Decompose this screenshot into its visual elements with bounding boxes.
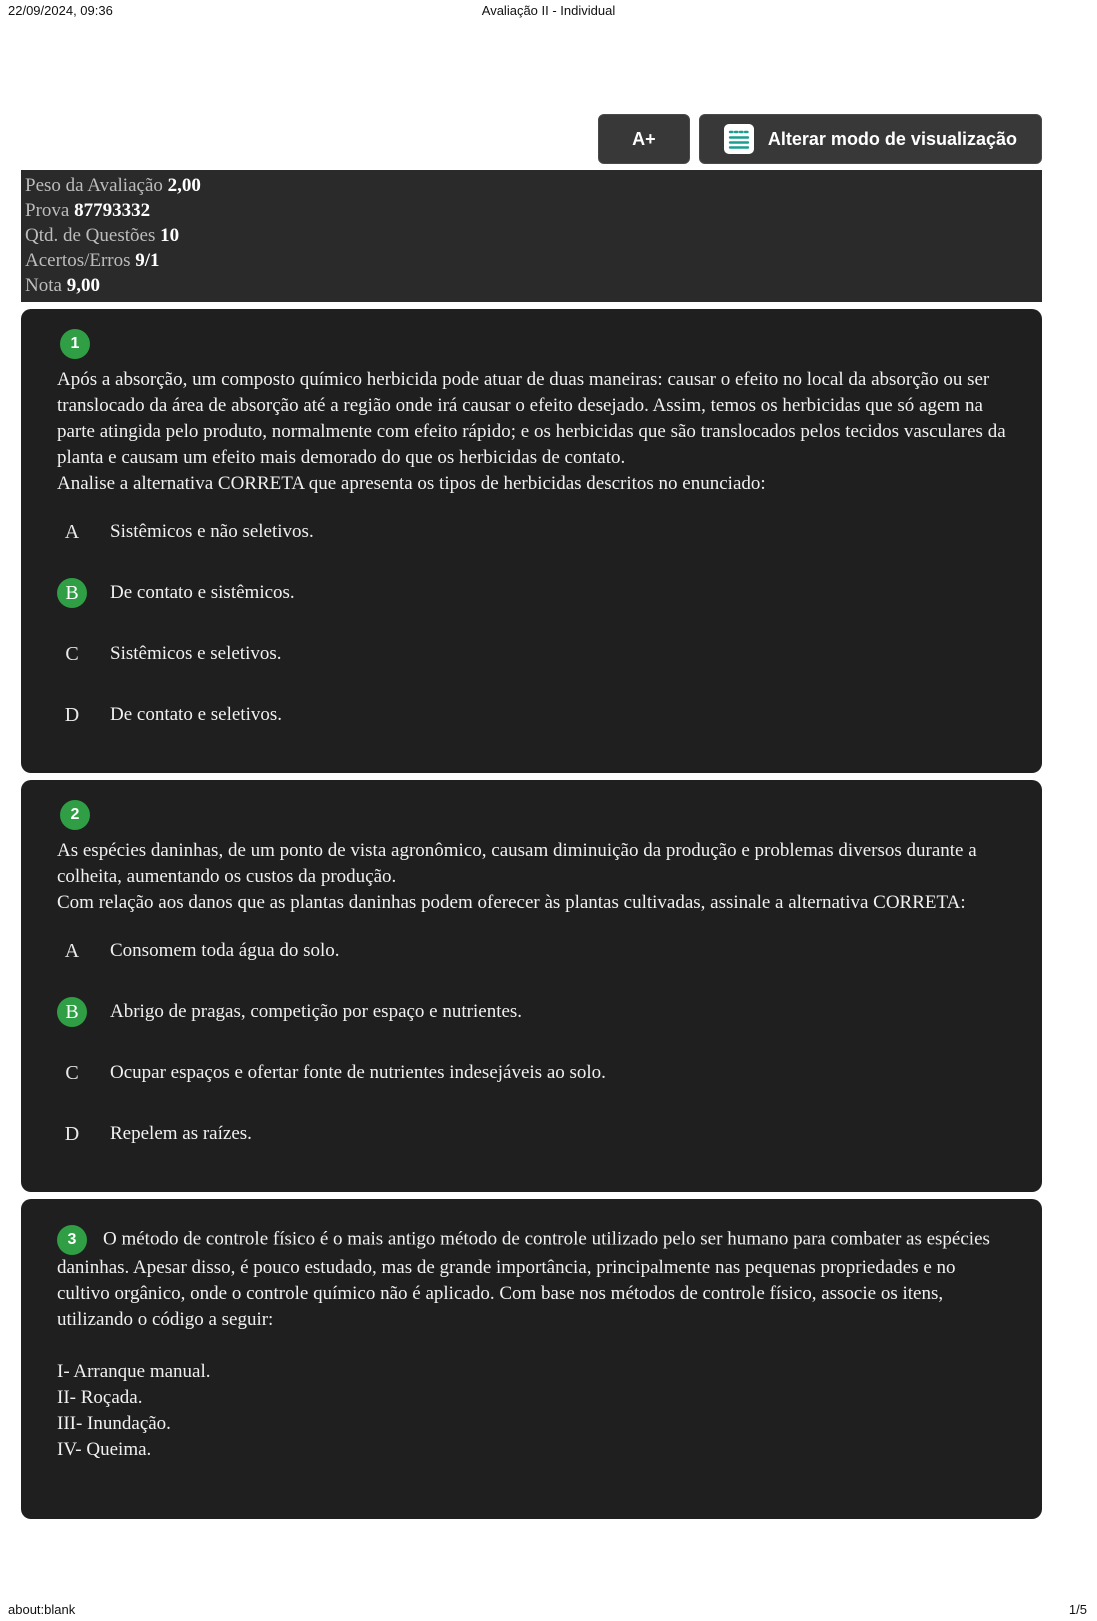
summary-row-nota [25,273,1032,298]
question-card-1 [21,309,1042,773]
option-text: Sistêmicos e não seletivos. [110,521,314,542]
option-text: Sistêmicos e seletivos. [110,643,282,664]
question-number-badge: 1 [60,329,90,359]
print-footer-url: about:blank [8,1602,76,1617]
question-card-3 [21,1199,1042,1519]
print-footer [0,1601,1097,1619]
quiz-content [21,170,1042,1519]
option-text: Repelem as raízes. [110,1123,252,1144]
toolbar [598,114,1042,164]
summary-label: Acertos/Erros [25,250,131,271]
summary-label: Nota [25,275,62,296]
option-text: Abrigo de pragas, competição por espaço e nutrientes. [110,1001,523,1022]
assessment-summary-panel [21,170,1042,302]
summary-row-qtd-questoes [25,223,1032,248]
summary-row-prova [25,198,1032,223]
option-text: Consomem toda água do solo. [110,940,340,961]
summary-value: 87793332 [74,200,151,221]
question-prompt: Com relação aos danos que as plantas daninhas podem oferecer às plantas cultivadas, assinale a alternativa CORRETA: [57,892,966,913]
print-header [0,0,1097,20]
option-letter-badge[interactable]: D [64,703,80,726]
summary-label: Qtd. de Questões [25,225,156,246]
option-row-a[interactable] [57,517,1012,547]
option-row-b[interactable] [57,578,1012,608]
option-letter-badge[interactable]: B [57,997,87,1027]
option-letter-badge[interactable]: B [57,578,87,608]
font-increase-button[interactable]: A+ [598,114,690,164]
view-mode-button[interactable] [699,114,1042,164]
option-row-d[interactable] [57,1119,1012,1149]
option-letter-badge[interactable]: A [64,520,80,543]
options-list [57,517,1012,730]
question-number-badge: 2 [60,800,90,830]
print-footer-page-number: 1/5 [1068,1602,1087,1617]
summary-value: 10 [160,225,180,246]
question-text [57,1225,1012,1333]
option-row-c[interactable] [57,1058,1012,1088]
view-mode-label: Alterar modo de visualização [767,128,1017,149]
question-text-body: O método de controle físico é o mais antigo método de controle utilizado pelo ser humano para combater as espécies daninhas. Apesar disso, é pouco estudado, mas de grande importância, principalmente nas pequenas propriedades e no cultivo orgânico, onde o controle químico não é aplicado. Com base nos métodos de controle físico, associe os itens, utilizando o código a seguir: [57,1228,990,1330]
summary-label: Peso da Avaliação [25,175,163,196]
option-row-d[interactable] [57,700,1012,730]
option-letter-badge[interactable]: A [64,939,80,962]
summary-row-peso [25,173,1032,198]
option-text: De contato e sistêmicos. [110,582,295,603]
match-item-4: IV- Queima. [57,1439,152,1460]
summary-value: 9/1 [135,250,160,271]
match-items-list [57,1359,1012,1463]
print-datetime: 22/09/2024, 09:36 [8,3,113,18]
match-item-1: I- Arranque manual. [57,1361,211,1382]
page-title: Avaliação II - Individual [481,3,616,18]
option-row-b[interactable] [57,997,1012,1027]
question-card-2 [21,780,1042,1192]
summary-value: 9,00 [66,275,100,296]
question-prompt: Analise a alternativa CORRETA que apresenta os tipos de herbicidas descritos no enunciado: [57,473,766,494]
question-text: Após a absorção, um composto químico herbicida pode atuar de duas maneiras: causar o efeito no local da absorção ou ser translocado da área de absorção até a região onde irá causar o efeito desejado. Assim, temos os herbicidas que só agem na parte atingida pelo produto, normalmente com efeito rápido; e os herbicidas que são translocados pelos tecidos vasculares da planta e causam um efeito mais demorado do que os herbicidas de contato. [57,369,1006,468]
summary-row-acertos-erros [25,248,1032,273]
question-text: As espécies daninhas, de um ponto de vista agronômico, causam diminuição da produção e problemas diversos durante a colheita, aumentando os custos da produção. [57,840,977,887]
summary-label: Prova [25,200,70,221]
option-text: Ocupar espaços e ofertar fonte de nutrientes indesejáveis ao solo. [110,1062,606,1083]
option-letter-badge[interactable]: D [64,1122,80,1145]
option-text: De contato e seletivos. [110,704,283,725]
option-letter-badge[interactable]: C [65,1061,79,1084]
match-item-3: III- Inundação. [57,1413,171,1434]
option-letter-badge[interactable]: C [65,642,79,665]
summary-value: 2,00 [167,175,201,196]
view-mode-icon [724,124,754,154]
match-item-2: II- Roçada. [57,1387,143,1408]
options-list [57,936,1012,1149]
question-number-badge: 3 [57,1225,87,1255]
option-row-c[interactable] [57,639,1012,669]
option-row-a[interactable] [57,936,1012,966]
